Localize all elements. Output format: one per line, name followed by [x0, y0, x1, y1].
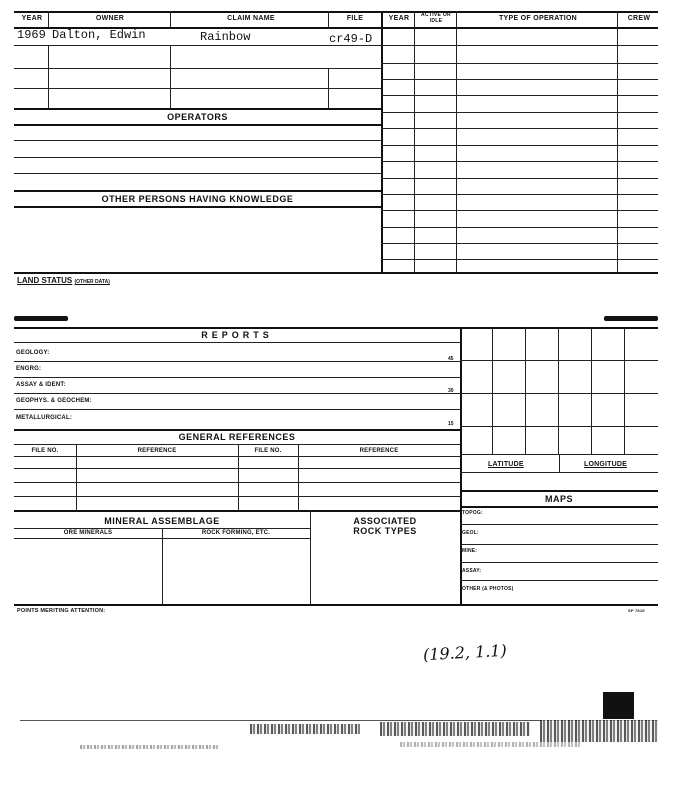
grid-num-30: 30 [448, 388, 454, 394]
rock-types-label: ROCK TYPES [353, 526, 417, 536]
mineral-assemblage-heading: MINERAL ASSEMBLAGE [104, 516, 220, 526]
scan-noise-band-1 [250, 724, 360, 734]
scan-noise-band-3 [540, 720, 658, 742]
land-status-heading [17, 276, 110, 285]
longitude-label: LONGITUDE [584, 461, 628, 468]
associated-label: ASSOCIATED [353, 516, 417, 526]
general-references-heading: GENERAL REFERENCES [178, 432, 296, 442]
col-header-owner: OWNER [95, 15, 125, 22]
points-meriting-attention: POINTS MERITING ATTENTION: [17, 608, 106, 614]
report-assay-ident: ASSAY & IDENT: [16, 382, 66, 388]
land-status-label: LAND STATUS [17, 276, 73, 285]
maps-topog: TOPOG: [462, 510, 483, 516]
operators-heading: OPERATORS [167, 112, 228, 122]
rock-forming-label: ROCK FORMING, ETC. [201, 530, 271, 536]
land-status-sub: (OTHER DATA) [74, 279, 110, 285]
maps-mine: MINE: [462, 548, 478, 554]
report-metallurgical: METALLURGICAL: [16, 415, 73, 421]
scan-noise-band-5 [400, 742, 580, 747]
ref-col-file-no-1: FILE NO. [31, 448, 59, 454]
redaction-mark-right [604, 316, 658, 321]
maps-geol: GEOL: [462, 530, 479, 536]
col-header-crew: CREW [627, 15, 651, 22]
form-number: SP 7815 [628, 608, 645, 613]
entry-owner: Dalton, Edwin [52, 28, 146, 42]
col-header-year-right: YEAR [388, 15, 410, 22]
ref-col-file-no-2: FILE NO. [254, 448, 282, 454]
redaction-mark-left [14, 316, 68, 321]
maps-assay: ASSAY: [462, 568, 482, 574]
col-header-active-or-idle: ACTIVE OR IDLE [421, 12, 451, 24]
ore-minerals-label: ORE MINERALS [63, 530, 113, 536]
ref-col-reference-1: REFERENCE [137, 448, 177, 454]
ref-col-reference-2: REFERENCE [359, 448, 399, 454]
maps-other-photos: OTHER (& PHOTOS) [462, 586, 514, 592]
reports-heading: REPORTS [201, 330, 273, 340]
col-header-file: FILE [346, 15, 364, 22]
entry-year: 1969 [17, 28, 46, 42]
col-header-year: YEAR [21, 15, 43, 22]
entry-file: cr49-D [329, 32, 373, 46]
grid-num-15: 15 [448, 421, 454, 427]
scan-noise-band-2 [380, 722, 530, 736]
grid-num-45: 45 [448, 356, 454, 362]
report-engrg: ENGRG: [16, 366, 42, 372]
maps-heading: MAPS [544, 494, 573, 504]
col-header-type-of-operation: TYPE OF OPERATION [498, 15, 578, 22]
scan-black-square [603, 692, 634, 719]
report-geology: GEOLOGY: [16, 350, 50, 356]
handwritten-coordinates: (19.2, 1.1) [422, 640, 508, 665]
report-geophys-geochem: GEOPHYS. & GEOCHEM: [16, 398, 92, 404]
col-header-claim-name: CLAIM NAME [227, 15, 275, 22]
latitude-label: LATITUDE [488, 461, 524, 468]
entry-claim-name: Rainbow [200, 30, 251, 44]
scan-noise-band-4 [80, 745, 220, 749]
other-persons-heading: OTHER PERSONS HAVING KNOWLEDGE [101, 194, 294, 204]
